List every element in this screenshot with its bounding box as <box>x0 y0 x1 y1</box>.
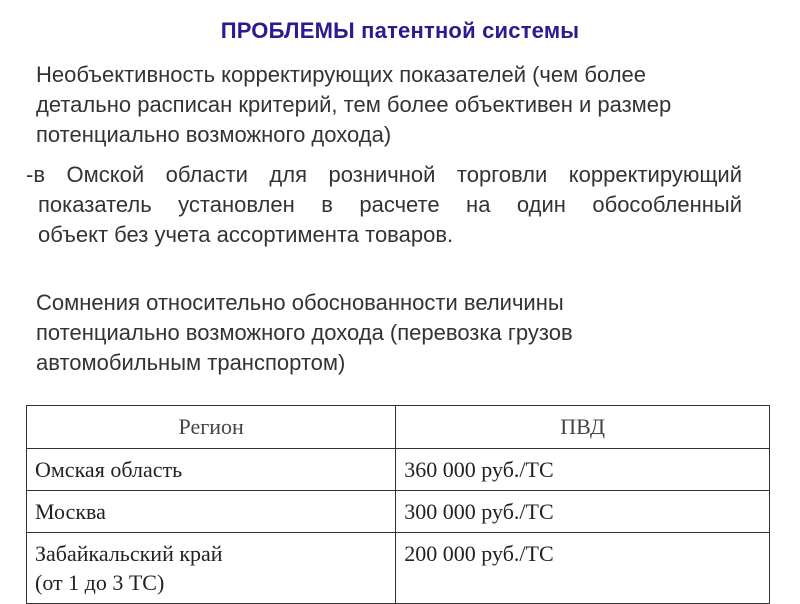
column-header-pvd: ПВД <box>396 406 770 449</box>
paragraph-line: автомобильным транспортом) <box>36 350 346 375</box>
paragraph-objectivity <box>36 60 756 150</box>
pvd-cell: 200 000 руб./ТС <box>396 533 770 604</box>
region-name: Москва <box>35 499 106 524</box>
region-cell <box>27 449 396 491</box>
region-name: Забайкальский край <box>35 541 223 566</box>
paragraph-line: потенциально возможного дохода (перевозка грузов <box>36 320 573 345</box>
pvd-cell: 360 000 руб./ТС <box>396 449 770 491</box>
table-row <box>27 491 770 533</box>
paragraph-line: потенциально возможного дохода) <box>36 122 392 147</box>
table-header-row <box>27 406 770 449</box>
paragraph-line: Сомнения относительно обоснованности величины <box>36 290 564 315</box>
region-name: Омская область <box>35 457 183 482</box>
pvd-cell: 300 000 руб./ТС <box>396 491 770 533</box>
region-note: (от 1 до 3 ТС) <box>35 570 165 595</box>
paragraph-doubts <box>36 288 756 378</box>
region-cell <box>27 491 396 533</box>
paragraph-line: объект без учета ассортимента товаров. <box>38 222 454 247</box>
table-row <box>27 533 770 604</box>
income-table <box>26 405 770 604</box>
table-row <box>27 449 770 491</box>
paragraph-omsk-retail <box>26 160 742 250</box>
paragraph-line: Необъективность корректирующих показателей (чем более <box>36 62 647 87</box>
region-cell <box>27 533 396 604</box>
column-header-region: Регион <box>27 406 396 449</box>
slide-title: ПРОБЛЕМЫ патентной системы <box>220 18 580 43</box>
paragraph-line: показатель установлен в расчете на один обособленный <box>38 192 742 217</box>
paragraph-line: детально расписан критерий, тем более объективен и размер <box>36 92 672 117</box>
paragraph-line: -в Омской области для розничной торговли корректирующий <box>26 162 742 187</box>
